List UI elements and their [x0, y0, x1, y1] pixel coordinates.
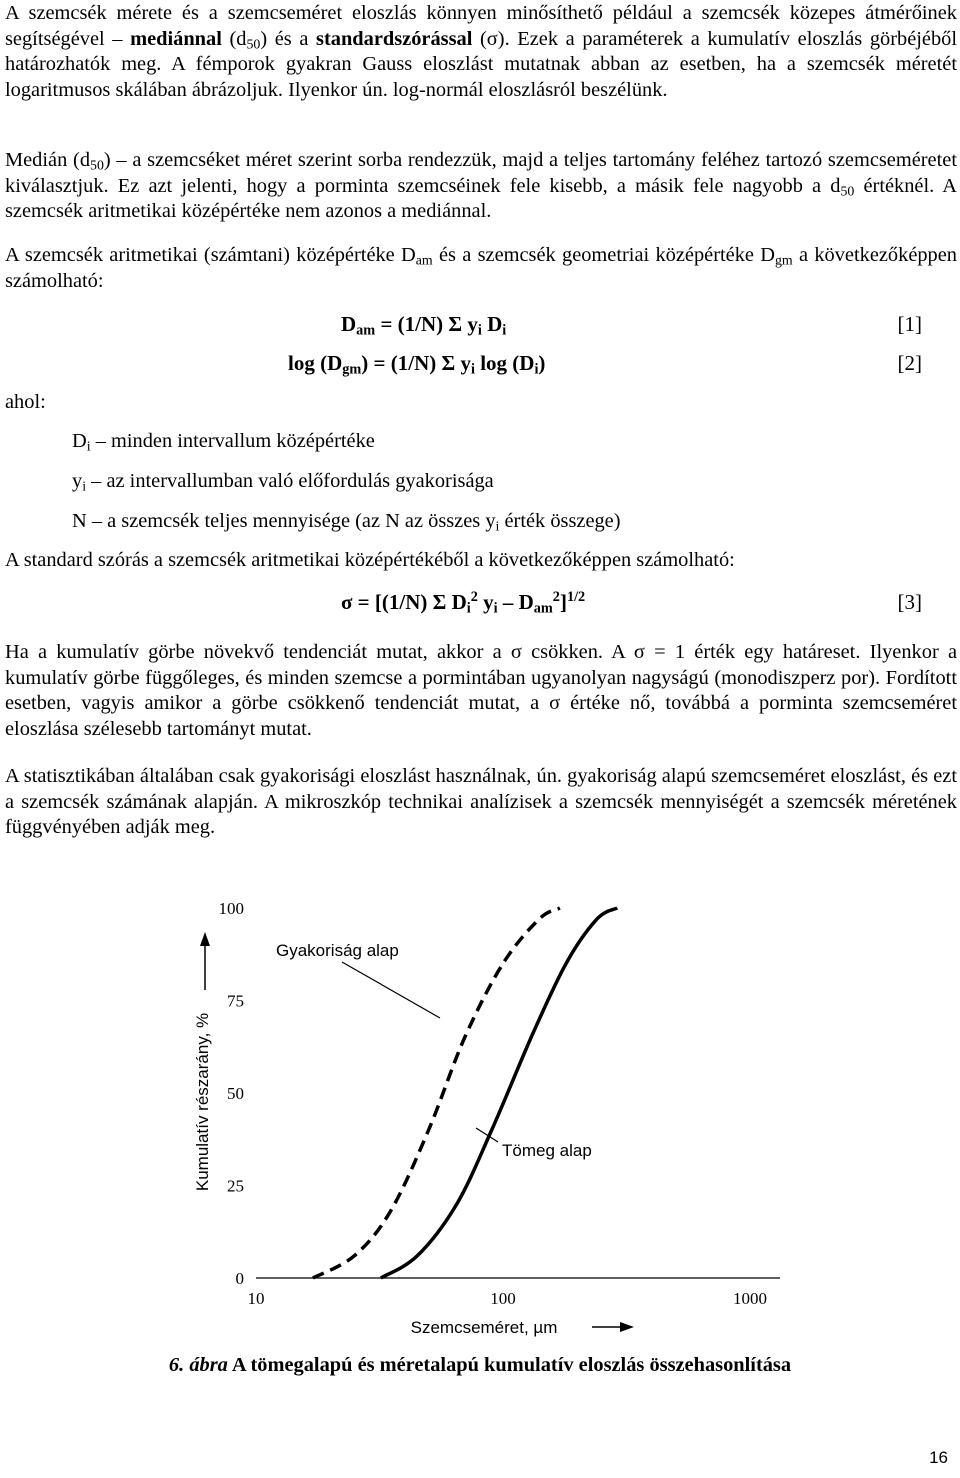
- ahol-label: ahol:: [5, 391, 46, 413]
- figure-title: A tömegalapú és méretalapú kumulatív eloszlás összehasonlítása: [227, 1354, 792, 1376]
- x-tick-label-100: 100: [490, 1289, 516, 1308]
- figure-number: 6. ábra: [168, 1354, 228, 1376]
- y-tick-label-0: 0: [235, 1269, 244, 1288]
- definition-yi: $y_i$ – az intervallumban való előfordulás gyakorisága: [72, 470, 494, 495]
- y-tick-label-25: 25: [227, 1176, 244, 1196]
- x-tick-label-1000: 1000: [733, 1289, 767, 1308]
- chart-labels: [193, 932, 634, 1337]
- paragraph-sigma: Ha a kumulatív görbe növekvő tendenciát mutat, akkor a σ csökken. A σ = 1 érték egy határeset. Ilyenkor a kumulatív görbe függőleges, és minden szemcse a pormintában ugyanolyan nagyságú (monodiszperz por). Fordított esetben, vagyis amikor a görbe csökkenő tendenciát mutat, a σ értéke nő, továbbá a porminta szemcseméret eloszlása szélesebb tartományt mutat.: [5, 641, 957, 740]
- equation-1: $D_{am} = (1/N)$ Σ $y_i$ $D_i$: [341, 312, 507, 339]
- std-dev-term: standardszórással: [316, 27, 473, 50]
- chart-series: [313, 908, 617, 1278]
- paragraph-median: Medián $(d_{50})$ – a szemcséket méret szerint sorba rendezzük, majd a teljes tartomány feléhez tartozó szemcseméretet kiválasztjuk. Ez azt jelenti, hogy a porminta szemcséinek fele kisebb, a másik fele nagyobb a $d_{50}$ értéknél. A szemcsék aritmetikai középértéke nem azonos a mediánnal.: [5, 149, 958, 223]
- median-term: mediánnal: [130, 27, 222, 50]
- series-line-gyakorisag: [313, 908, 560, 1278]
- equation-2: $\log (D_{gm}) = (1/N)$ Σ $y_i$ $\log (D_i)$: [288, 351, 546, 378]
- page-number: 16: [929, 1448, 948, 1467]
- x-tick-labels: [248, 1289, 768, 1308]
- y-axis-arrow-head: [200, 932, 210, 946]
- y-tick-label-100: 100: [218, 899, 244, 918]
- x-tick-label-10: 10: [247, 1289, 265, 1308]
- y-tick-label-50: 50: [227, 1084, 244, 1103]
- x-axis-label: Szemcseméret, µm: [410, 1318, 558, 1337]
- y-axis-label: Kumulatív részarány, %: [193, 1012, 212, 1192]
- leader-line-gyakorisag: [342, 962, 440, 1018]
- definition-di: $D_i$ – minden intervallum középértéke: [72, 430, 375, 455]
- cumulative-distribution-chart: [0, 880, 960, 1350]
- x-axis-arrow-head: [620, 1322, 634, 1332]
- equation-3-number: [3]: [897, 590, 922, 614]
- y-tick-labels: [219, 899, 245, 1288]
- figure-caption: [0, 1352, 960, 1378]
- equation-2-number: [2]: [897, 351, 922, 375]
- equation-1-number: [1]: [897, 312, 922, 336]
- legend-tomeg-alap: Tömeg alap: [502, 1141, 592, 1160]
- series-line-tomeg: [381, 908, 617, 1278]
- legend-gyakorisag-alap: Gyakoriság alap: [276, 941, 399, 960]
- paragraph-statistics: A statisztikában általában csak gyakorisági eloszlást használnak, ún. gyakoriság alapú szemcseméret eloszlást, és ezt a szemcsék számának alapján. A mikroszkóp technikai analízisek a szemcsék mennyiségét a szemcsék méretének függvényében adják meg.: [5, 765, 957, 839]
- paragraph-mean: A szemcsék aritmetikai (számtani) középértéke $D_{am}$ és a szemcsék geometriai középértéke $D_{gm}$ a következőképpen számolható:: [5, 244, 958, 292]
- paragraph-std-intro: A standard szórás a szemcsék aritmetikai középértékéből a következőképpen számolható:: [5, 549, 735, 571]
- definition-n: N – a szemcsék teljes mennyisége (az N az összes $y_i$ érték összege): [72, 510, 621, 535]
- y-tick-label-75: 75: [227, 991, 244, 1011]
- equation-3: σ = [(1/N) Σ $D_i^2$ $y_i - D_{am}^2]^{1/2}$: [341, 589, 586, 617]
- paragraph-intro: A szemcsék mérete és a szemcseméret eloszlás könnyen minősíthető például a szemcsék közepes átmérőinek segítségével – mediánnal $(d_{50})$ és a standardszórással (σ). Ezek a paraméterek a kumulatív eloszlás görbéjéből határozhatók meg. A fémporok gyakran Gauss eloszlást mutatnak abban az esetben, ha a szemcsék méretét logaritmusos skálában ábrázoljuk. Ilyenkor ún. log-normál eloszlásról beszélünk.: [5, 2, 958, 101]
